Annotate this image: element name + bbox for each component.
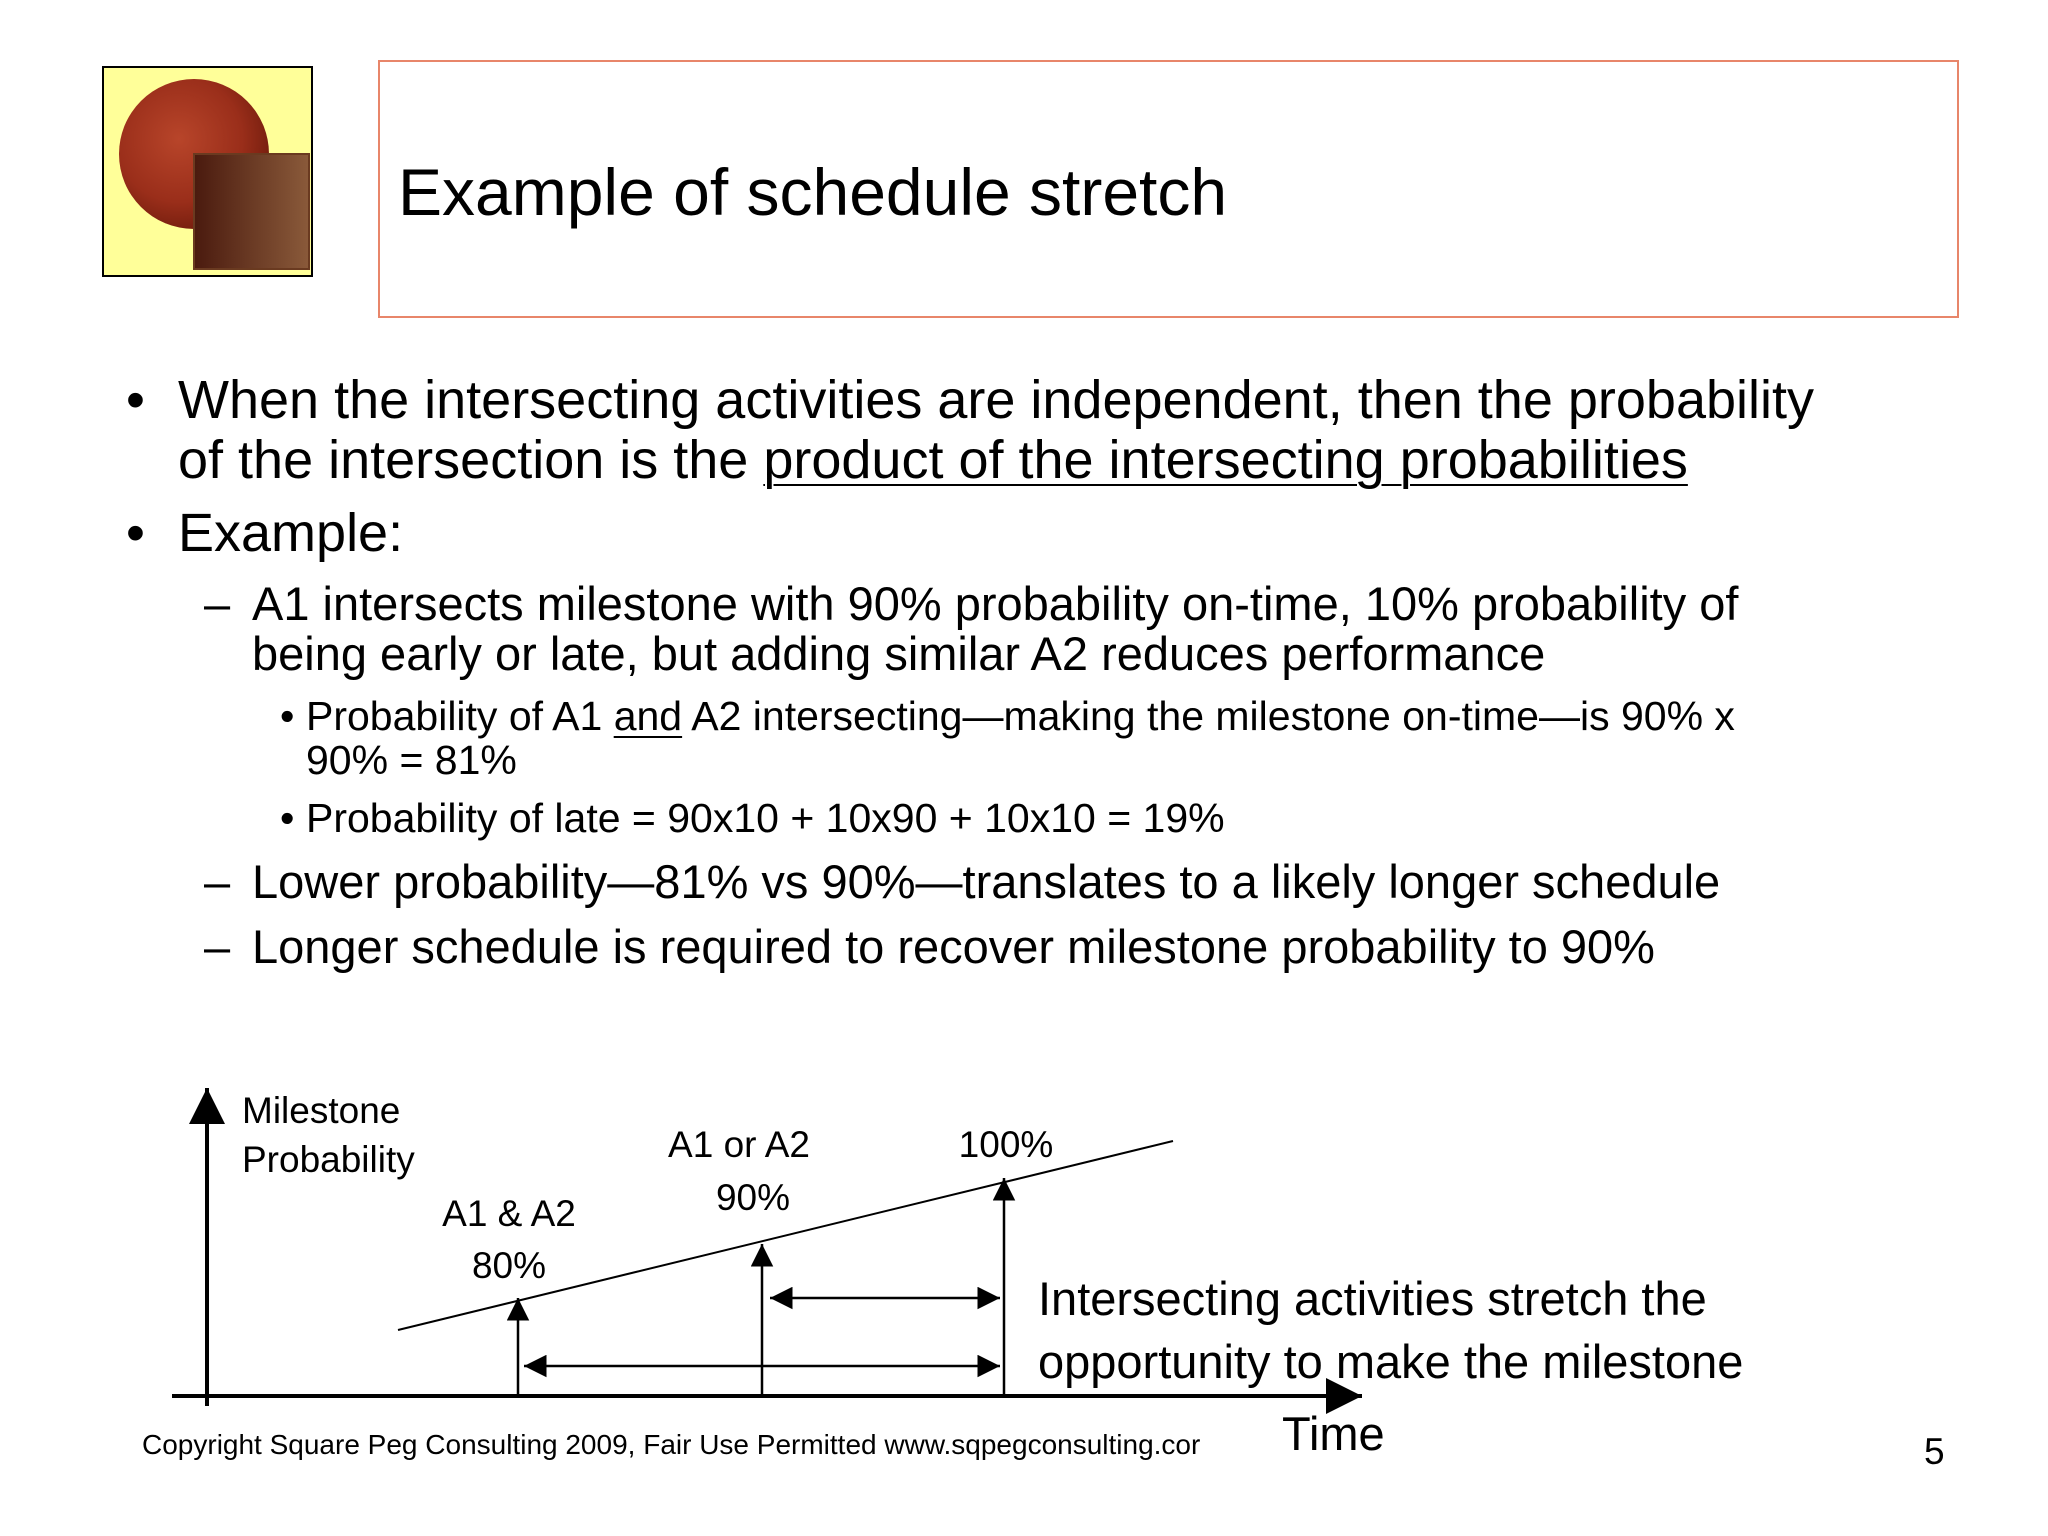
dash-marker: – xyxy=(204,920,231,973)
page-number: 5 xyxy=(1924,1431,1945,1472)
slide-title: Example of schedule stretch xyxy=(398,155,1228,229)
point-2-value: 90% xyxy=(715,1177,791,1218)
dash-marker: – xyxy=(204,855,231,908)
sub-bullet-3: Longer schedule is required to recover milestone probability to 90% xyxy=(252,920,1655,973)
caption-line-1: Intersecting activities stretch the xyxy=(1038,1272,1707,1325)
bullet-dot: • xyxy=(280,795,295,841)
y-axis-label-line-1: Milestone xyxy=(242,1090,401,1131)
bullet-dot: • xyxy=(126,503,145,563)
bullet-dot: • xyxy=(280,693,295,739)
sub-bullet-1-line-1: A1 intersects milestone with 90% probability on-time, 10% probability of xyxy=(252,577,1739,630)
sub-bullet-2: Lower probability—81% vs 90%—translates to a likely longer schedule xyxy=(252,855,1721,908)
caption-line-2: opportunity to make the milestone xyxy=(1038,1335,1744,1388)
sub-sub-bullet-2: Probability of late = 90x10 + 10x90 + 10x10 = 19% xyxy=(306,795,1225,841)
bullet-2: Example: xyxy=(178,503,404,563)
bullet-1-line-1: When the intersecting activities are independent, then the probability xyxy=(178,370,1815,430)
sub-sub-bullet-1-line-1: Probability of A1 and A2 intersecting—making the milestone on-time—is 90% x xyxy=(306,693,1735,739)
point-1-name: A1 & A2 xyxy=(442,1193,576,1234)
copyright-footer: Copyright Square Peg Consulting 2009, Fair Use Permitted www.sqpegconsulting.cor xyxy=(142,1429,1201,1460)
bullet-dot: • xyxy=(126,370,145,430)
point-3-value: 100% xyxy=(958,1124,1054,1165)
point-1-value: 80% xyxy=(471,1245,547,1286)
sub-bullet-1-line-2: being early or late, but adding similar A2 reduces performance xyxy=(252,627,1546,680)
sub-sub-bullet-1-line-2: 90% = 81% xyxy=(306,737,517,783)
y-axis-label-line-2: Probability xyxy=(242,1139,415,1180)
bullet-1-line-2: of the intersection is the product of the intersecting probabilities xyxy=(178,430,1688,490)
point-2-name: A1 or A2 xyxy=(668,1124,810,1165)
x-axis-label: Time xyxy=(1282,1407,1385,1460)
dash-marker: – xyxy=(204,577,231,630)
